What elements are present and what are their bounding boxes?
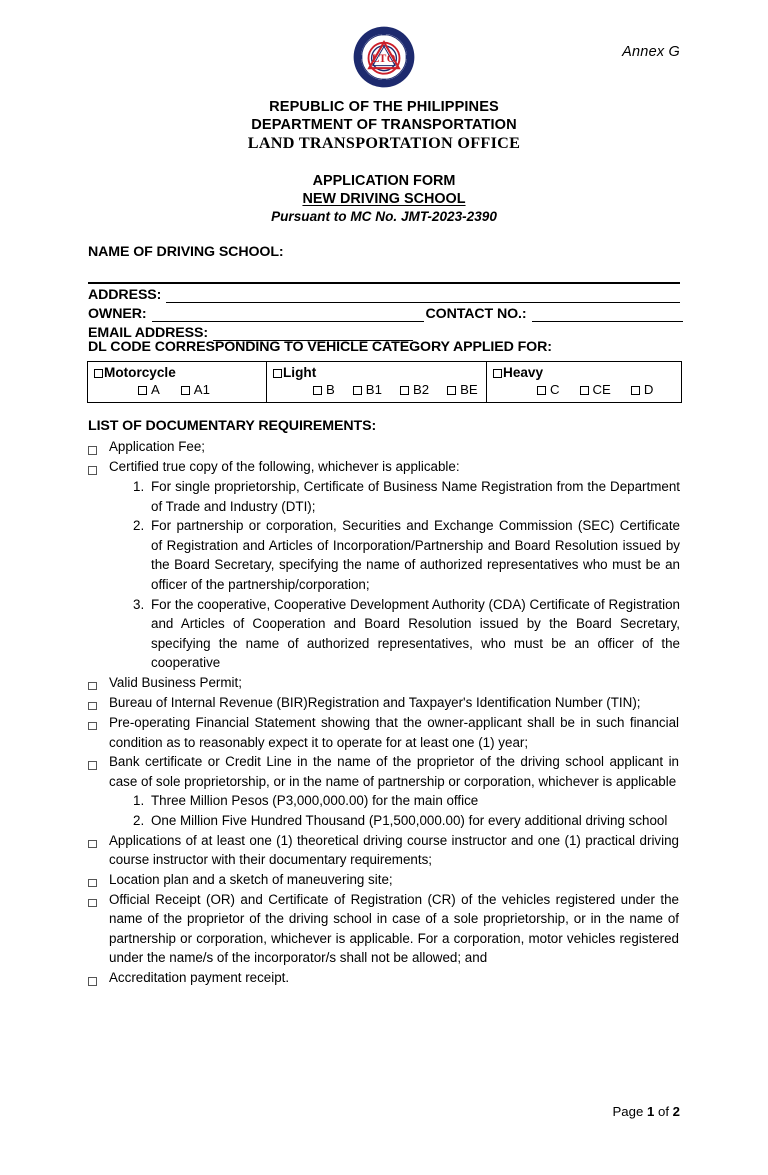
header-line-department: DEPARTMENT OF TRANSPORTATION <box>251 116 517 133</box>
requirement-subitem <box>88 595 680 673</box>
dl-code-ce[interactable] <box>580 382 611 398</box>
requirement-text: Pre-operating Financial Statement showing that the owner-applicant shall be in such financial condition as to reasonably expect it to operate for at least one (1) year; <box>109 714 679 750</box>
dl-code-b1-label: B1 <box>365 382 382 397</box>
checkbox-heavy[interactable] <box>493 369 502 378</box>
dl-column-light <box>266 362 486 402</box>
dl-column-motorcycle <box>88 362 266 402</box>
dl-code-c-label: C <box>550 382 560 397</box>
subitem-number: 1. <box>133 479 145 494</box>
requirement-item[interactable] <box>88 752 680 791</box>
dl-code-be-label: BE <box>460 382 478 397</box>
annex-label: Annex G <box>622 44 680 60</box>
dl-column-heavy <box>486 362 681 402</box>
checkbox-code-b1[interactable] <box>353 386 362 395</box>
requirement-text: Valid Business Permit; <box>109 674 242 690</box>
checkbox-requirement-bir-tin[interactable] <box>88 693 109 713</box>
form-type-label: APPLICATION FORM <box>312 173 456 189</box>
dl-category-heavy[interactable] <box>487 365 681 381</box>
dl-code-d-label: D <box>643 382 654 397</box>
owner-label: OWNER: <box>88 306 147 322</box>
requirement-text: Bank certificate or Credit Line in the name of the proprietor of the driving school applicant in case of sole proprietorship, or in the name of partnership or corporation, whichever is applicable <box>109 754 679 789</box>
dl-code-b-label: B <box>326 382 335 397</box>
requirement-item[interactable] <box>88 713 680 752</box>
requirement-subitem <box>88 516 680 594</box>
requirements-heading: LIST OF DOCUMENTARY REQUIREMENTS: <box>88 418 377 434</box>
requirement-text: Location plan and a sketch of maneuvering site; <box>109 871 393 887</box>
document-subheader <box>88 172 680 226</box>
checkbox-code-c[interactable] <box>537 386 546 395</box>
requirement-text: Official Receipt (OR) and Certificate of Registration (CR) of the vehicles registered under the name of the proprietor of the driving school in case of a sole proprietorship, or in the name of partnership or corporation, whichever is applicable. For a corporation, motor vehicles registered under the name/s of the incorporator/s shall not be allowed; and <box>109 891 679 966</box>
header-line-republic: REPUBLIC OF THE PHILIPPINES <box>269 99 499 115</box>
requirement-subitem <box>88 811 680 831</box>
seal-container <box>0 26 768 88</box>
address-label: ADDRESS: <box>88 287 162 303</box>
subitem-number: 3. <box>133 596 145 612</box>
checkbox-code-b[interactable] <box>313 386 322 395</box>
subitem-text: For the cooperative, Cooperative Development Authority (CDA) Certificate of Registration and Articles of Cooperation and Board Resolution issued by the Board Secretary, specifying the name of authorized representatives, who must be an officer of the cooperative <box>151 596 680 671</box>
dl-category-motorcycle[interactable] <box>88 365 266 381</box>
dl-codes-light <box>267 382 486 398</box>
field-row-name-of-school <box>88 243 680 284</box>
requirement-subitem <box>88 477 680 516</box>
checkbox-requirement-instructor-applications[interactable] <box>88 831 109 851</box>
page-prefix: Page <box>612 1104 647 1119</box>
subitem-text: Three Million Pesos (P3,000,000.00) for the main office <box>151 793 479 809</box>
checkbox-requirement-or-cr[interactable] <box>88 890 109 910</box>
dl-code-a[interactable] <box>138 382 160 398</box>
dl-category-heavy-label: Heavy <box>503 365 544 380</box>
page-current: 1 <box>646 1104 655 1119</box>
email-address-label: EMAIL ADDRESS: <box>88 325 208 341</box>
page-middle: of <box>654 1104 673 1119</box>
address-input[interactable] <box>166 290 680 303</box>
dl-code-a1-label: A1 <box>193 382 210 397</box>
contact-no-input[interactable] <box>532 309 683 322</box>
dl-code-b1[interactable] <box>353 382 382 398</box>
dl-code-be[interactable] <box>447 382 478 398</box>
dl-category-light[interactable] <box>267 365 486 381</box>
name-of-school-label: NAME OF DRIVING SCHOOL: <box>88 244 284 260</box>
requirement-text: Application Fee; <box>109 439 206 454</box>
subitem-number: 2. <box>133 518 145 534</box>
header-line-office: LAND TRANSPORTATION OFFICE <box>247 134 521 152</box>
requirement-item[interactable] <box>88 437 680 457</box>
requirement-text: Bureau of Internal Revenue (BIR)Registration and Taxpayer's Identification Number (TIN); <box>109 694 641 710</box>
checkbox-code-a1[interactable] <box>181 386 190 395</box>
checkbox-motorcycle[interactable] <box>94 369 103 378</box>
checkbox-requirement-location-plan[interactable] <box>88 870 109 890</box>
requirement-item[interactable] <box>88 693 680 713</box>
dl-codes-heavy <box>487 382 681 398</box>
checkbox-code-b2[interactable] <box>400 386 409 395</box>
name-of-school-input[interactable] <box>88 282 680 284</box>
page-footer <box>613 1104 680 1119</box>
dl-code-b2-label: B2 <box>412 382 430 397</box>
subitem-text: For single proprietorship, Certificate of Business Name Registration from the Department of Trade and Industry (DTI); <box>151 479 680 514</box>
page-total: 2 <box>672 1104 680 1119</box>
lto-seal-logo <box>353 26 415 88</box>
checkbox-requirement-bank-certificate[interactable] <box>88 752 109 772</box>
dl-code-heading: DL CODE CORRESPONDING TO VEHICLE CATEGORY APPLIED FOR: <box>88 339 552 355</box>
field-row-owner-contact <box>88 306 680 322</box>
requirement-text: Accreditation payment receipt. <box>109 970 290 986</box>
checkbox-requirement-business-permit[interactable] <box>88 673 109 693</box>
svg-text:LTO: LTO <box>371 52 397 65</box>
dl-code-table <box>87 361 682 403</box>
dl-code-d[interactable] <box>631 382 654 398</box>
memorandum-circular-reference: Pursuant to MC No. JMT-2023-2390 <box>271 209 497 224</box>
form-fields <box>88 243 680 341</box>
checkbox-light[interactable] <box>273 369 282 378</box>
form-title: NEW DRIVING SCHOOL <box>302 191 466 207</box>
subitem-text: One Million Five Hundred Thousand (P1,500,000.00) for every additional driving school <box>151 812 668 828</box>
requirement-subitem <box>88 791 680 811</box>
dl-category-light-label: Light <box>283 365 317 380</box>
dl-code-ce-label: CE <box>592 382 611 397</box>
dl-code-a1[interactable] <box>181 382 210 398</box>
checkbox-requirement-accreditation-receipt[interactable] <box>88 968 109 988</box>
dl-codes-motorcycle <box>88 382 266 398</box>
document-header <box>88 99 680 152</box>
checkbox-requirement-certified-true-copy[interactable] <box>88 457 109 477</box>
contact-no-label: CONTACT NO.: <box>425 306 527 322</box>
dl-category-motorcycle-label: Motorcycle <box>104 365 176 380</box>
subitem-number: 1. <box>133 793 145 809</box>
dl-code-b2[interactable] <box>400 382 429 398</box>
checkbox-code-be[interactable] <box>447 386 456 395</box>
subitem-text: For partnership or corporation, Securities and Exchange Commission (SEC) Certificate of Registration and Articles of Incorporation/Partnership and Board Resolution issued by the Board Secretary, specifying the name of authorized representatives who must be an officer of the partnership/corporation; <box>151 518 680 592</box>
requirement-text: Certified true copy of the following, whichever is applicable: <box>109 459 460 474</box>
dl-code-c[interactable] <box>537 382 560 398</box>
checkbox-code-d[interactable] <box>631 386 640 395</box>
requirement-item[interactable] <box>88 870 680 890</box>
subitem-number: 2. <box>133 812 145 828</box>
field-row-address <box>88 287 680 303</box>
checkbox-requirement-application-fee[interactable] <box>88 437 109 457</box>
requirement-item[interactable] <box>88 968 680 988</box>
dl-code-a-label: A <box>151 382 160 397</box>
requirement-item[interactable] <box>88 890 680 968</box>
checkbox-requirement-financial-statement[interactable] <box>88 713 109 733</box>
requirements-list <box>88 437 680 988</box>
requirement-item[interactable] <box>88 673 680 693</box>
requirement-text: Applications of at least one (1) theoretical driving course instructor and one (1) practical driving course instructor with their documentary requirements; <box>109 832 679 868</box>
requirement-item[interactable] <box>88 457 680 477</box>
requirement-item[interactable] <box>88 831 680 870</box>
checkbox-code-a[interactable] <box>138 386 147 395</box>
owner-input[interactable] <box>152 309 424 322</box>
checkbox-code-ce[interactable] <box>580 386 589 395</box>
dl-code-b[interactable] <box>313 382 335 398</box>
